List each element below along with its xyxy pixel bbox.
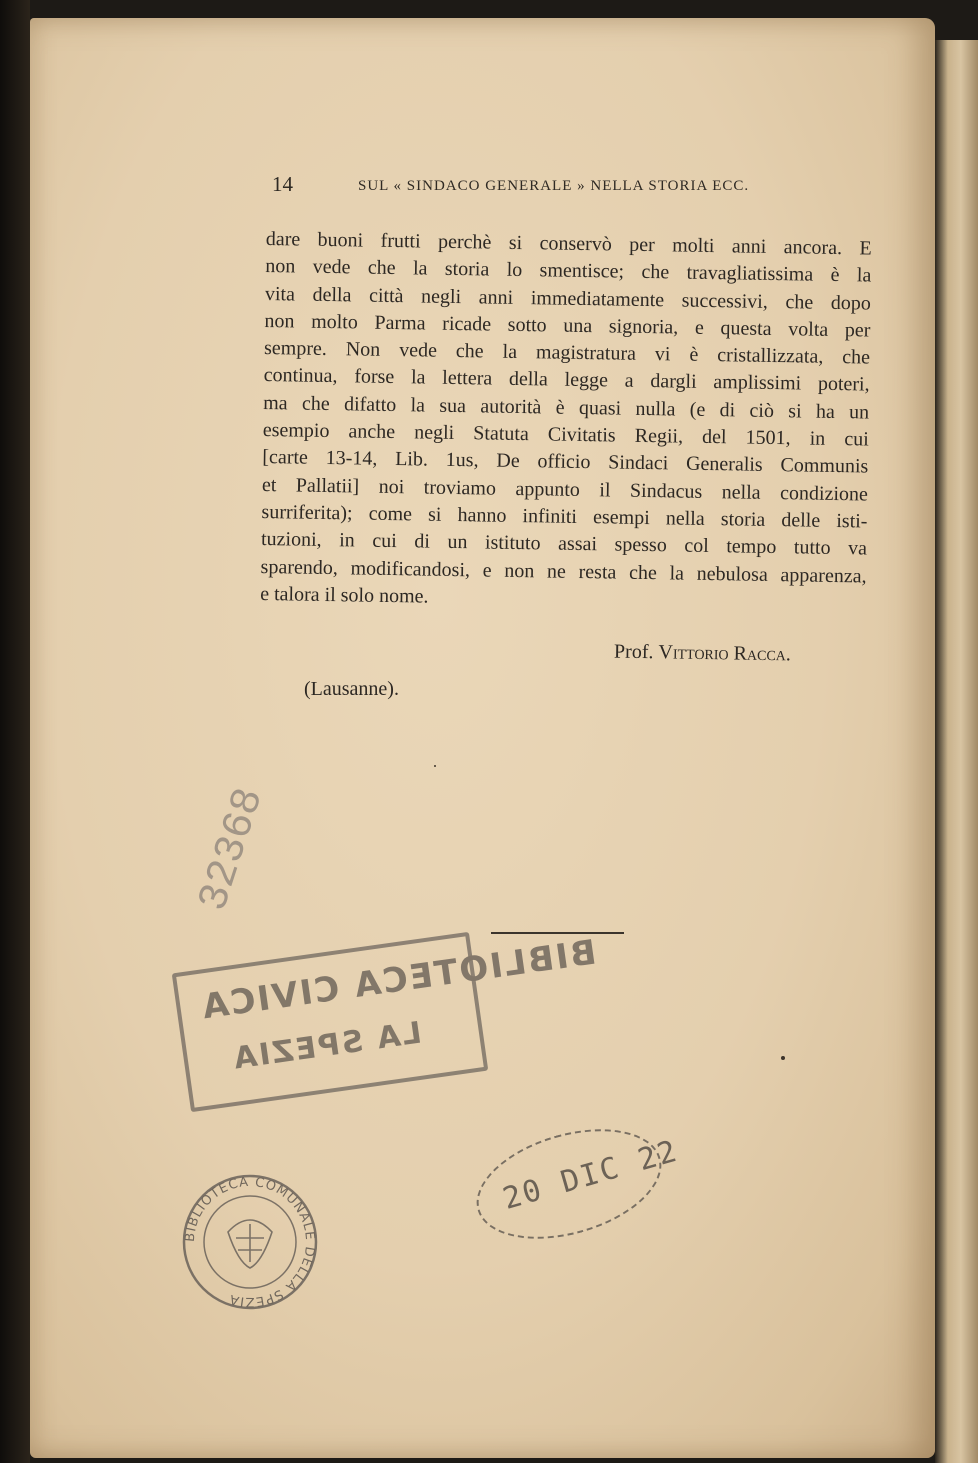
text-line: tuzioni, in cui di un istituto assai spesso col tempo tutto va bbox=[260, 528, 868, 560]
page-header bbox=[272, 172, 812, 200]
next-page-edge bbox=[935, 40, 978, 1463]
body-paragraph bbox=[260, 226, 872, 618]
book-gutter-shadow bbox=[0, 0, 30, 1463]
text-line: sparendo, modificandosi, e non ne resta che la nebulosa apparenza, bbox=[260, 555, 867, 588]
stamp-line-2: LA SPEZIA bbox=[229, 1015, 424, 1077]
text-line: e talora il solo nome. bbox=[260, 582, 429, 608]
text-line: esempio anche negli Statuta Civitatis Regii, del 1501, in cui bbox=[262, 419, 869, 451]
seal-emblem-icon bbox=[228, 1220, 272, 1268]
text-line: et Pallatii] noi troviamo appunto il Sindacus nella condizione bbox=[261, 473, 869, 506]
text-line: continua, forse la lettera della legge a dargli amplissimi poteri, bbox=[263, 364, 870, 396]
author-signature bbox=[614, 641, 791, 667]
seal-graphic bbox=[180, 1172, 320, 1312]
page-number: 14 bbox=[272, 172, 293, 196]
text-line: sempre. Non vede che la magistratura vi è cristallizzata, che bbox=[263, 337, 871, 369]
paper-speck bbox=[434, 765, 436, 767]
author-name: Vittorio Racca. bbox=[658, 641, 792, 666]
text-line: non molto Parma ricade sotto una signoria, e questa volta per bbox=[264, 309, 871, 342]
author-location: (Lausanne). bbox=[304, 678, 399, 700]
paper-speck bbox=[781, 1056, 785, 1060]
library-seal-stamp bbox=[180, 1172, 320, 1312]
running-title: SUL « SINDACO GENERALE » NELLA STORIA ECC. bbox=[358, 178, 750, 194]
text-line: non vede che la storia lo smentisce; che travagliatissima è la bbox=[265, 255, 872, 287]
text-line: [carte 13-14, Lib. 1us, De officio Sindaci Generalis Communis bbox=[262, 446, 869, 478]
text-line: vita della città negli anni immediatamente successivi, che dopo bbox=[264, 282, 872, 315]
seal-text: BIBLIOTECA COMUNALE DELLA SPEZIA bbox=[182, 1174, 318, 1310]
author-title: Prof. bbox=[613, 640, 654, 664]
stamp-date: 20 DIC 22 bbox=[499, 1133, 683, 1217]
text-line: ma che difatto la sua autorità è quasi nulla (e di ciò si ha un bbox=[263, 391, 870, 424]
text-line: surriferita); come si hanno infiniti esempi nella storia delle isti- bbox=[261, 500, 868, 533]
stamp-line-1: BIBLIOTECA CIVICA bbox=[197, 932, 599, 1028]
text-line: dare buoni frutti perchè si conservò per molti anni ancora. E bbox=[265, 227, 872, 260]
section-divider bbox=[491, 932, 624, 934]
inventory-number: 32368 bbox=[189, 782, 274, 917]
